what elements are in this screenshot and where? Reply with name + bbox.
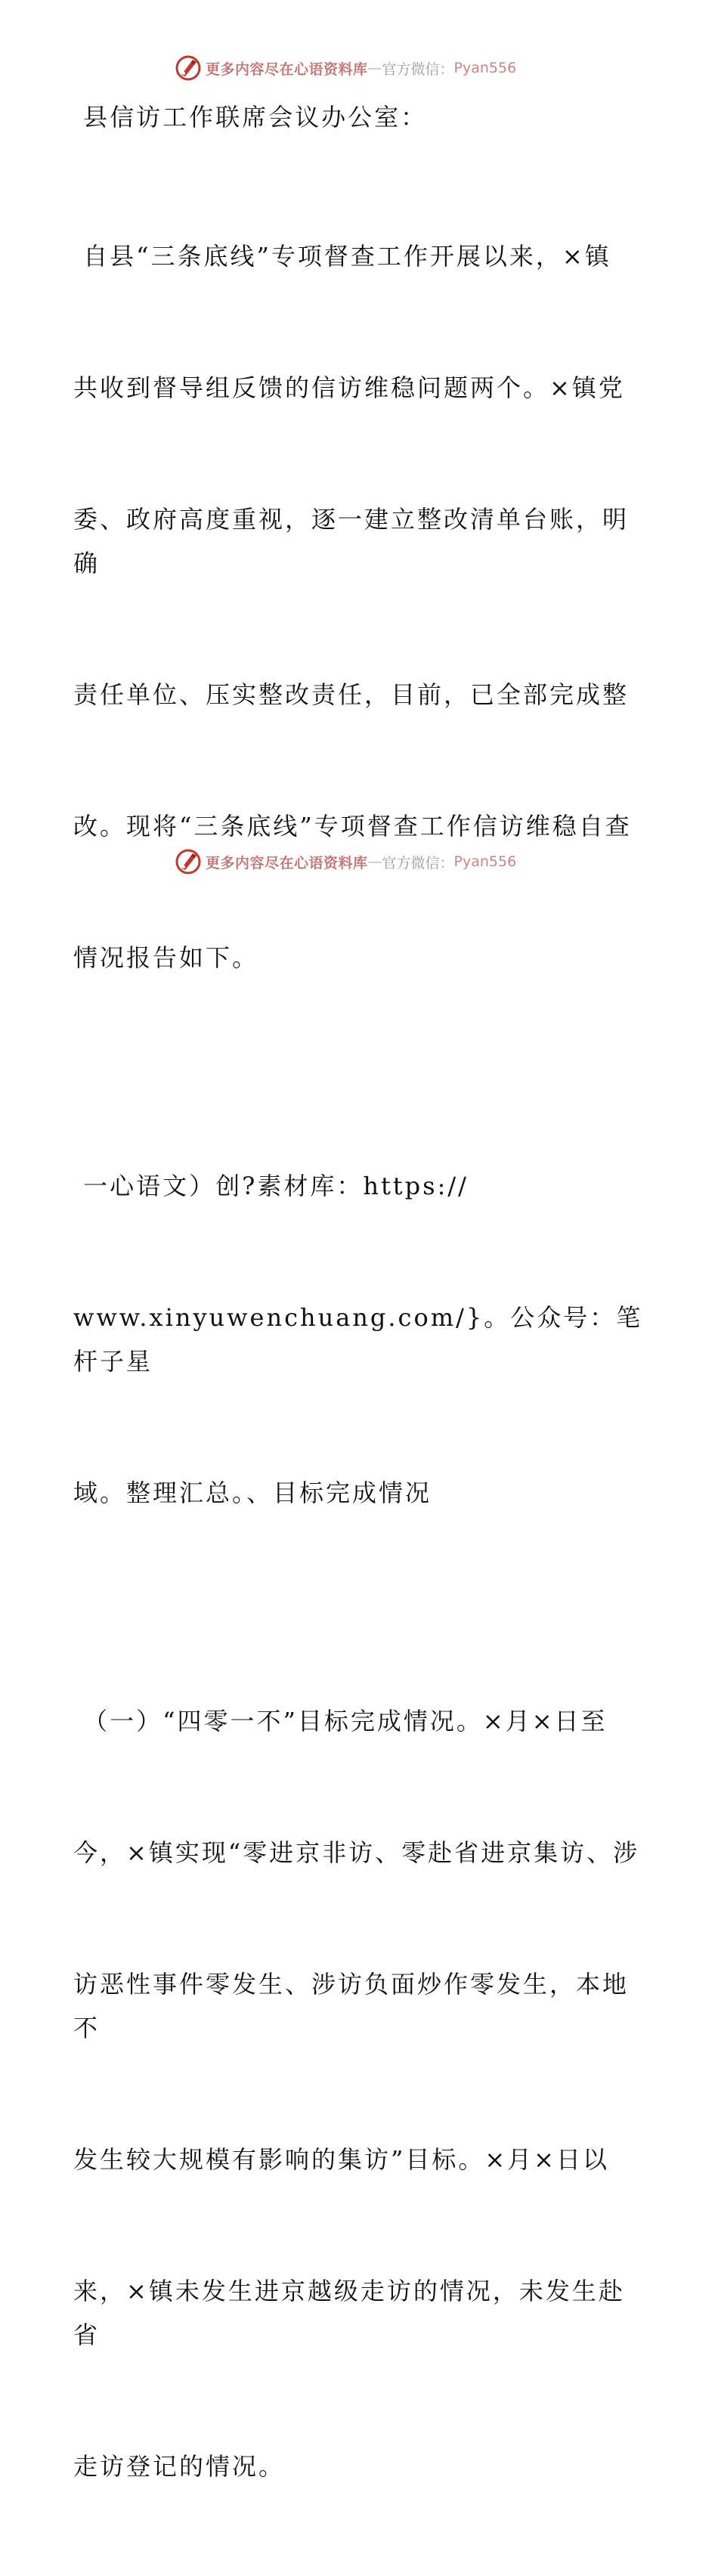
text-line: （一）“四零一不”目标完成情况。×月×日至 [73, 1707, 608, 1735]
intro-paragraph [73, 147, 648, 1067]
text-line: 一心语文）创?素材库：https:// [73, 1172, 469, 1200]
banner-label: 官方微信： [382, 854, 454, 872]
document-body [73, 91, 648, 2576]
text-line: 自县“三条底线”专项督查工作开展以来，×镇 [73, 242, 611, 271]
banner-main-text: 更多内容尽在心语资料库 [206, 854, 368, 872]
text-line: 访恶性事件零发生、涉访负面炒作零发生，本地不 [73, 1970, 630, 2042]
section-one-paragraph [73, 1612, 648, 2576]
text-line: 委、政府高度重视，逐一建立整改清单台账，明确 [73, 505, 630, 577]
pen-logo-icon [175, 849, 201, 875]
text-line: 今，×镇实现“零进京非访、零赴省进京集访、涉 [73, 1838, 640, 1867]
footer-banner [175, 847, 538, 877]
text-line: www.xinyuwenchuang.com/}。公众号：笔杆子星 [73, 1303, 643, 1376]
text-line: 走访登记的情况。 [73, 2452, 286, 2481]
source-note-paragraph [73, 1076, 648, 1602]
text-line: 发生较大规模有影响的集访”目标。×月×日以 [73, 2145, 609, 2174]
banner-main-text: 更多内容尽在心语资料库 [206, 60, 368, 78]
banner-account: Pyan556 [453, 853, 517, 870]
banner-account: Pyan556 [453, 60, 517, 76]
text-line: 来，×镇未发生进京越级走访的情况，未发生赴省 [73, 2277, 625, 2349]
text-line: 域。整理汇总。、目标完成情况 [73, 1478, 432, 1507]
banner-dash: — [367, 853, 382, 870]
text-line: 情况报告如下。 [73, 943, 259, 972]
header-banner [175, 53, 538, 83]
text-line: 共收到督导组反馈的信访维稳问题两个。×镇党 [73, 373, 625, 402]
banner-dash: — [367, 60, 382, 76]
text-line: 责任单位、压实整改责任，目前，已全部完成整 [73, 680, 630, 709]
pen-logo-icon [175, 55, 201, 81]
salutation: 县信访工作联席会议办公室： [73, 103, 428, 132]
text-line: 改。现将“三条底线”专项督查工作信访维稳自查 [73, 812, 632, 841]
banner-label: 官方微信： [382, 60, 454, 78]
